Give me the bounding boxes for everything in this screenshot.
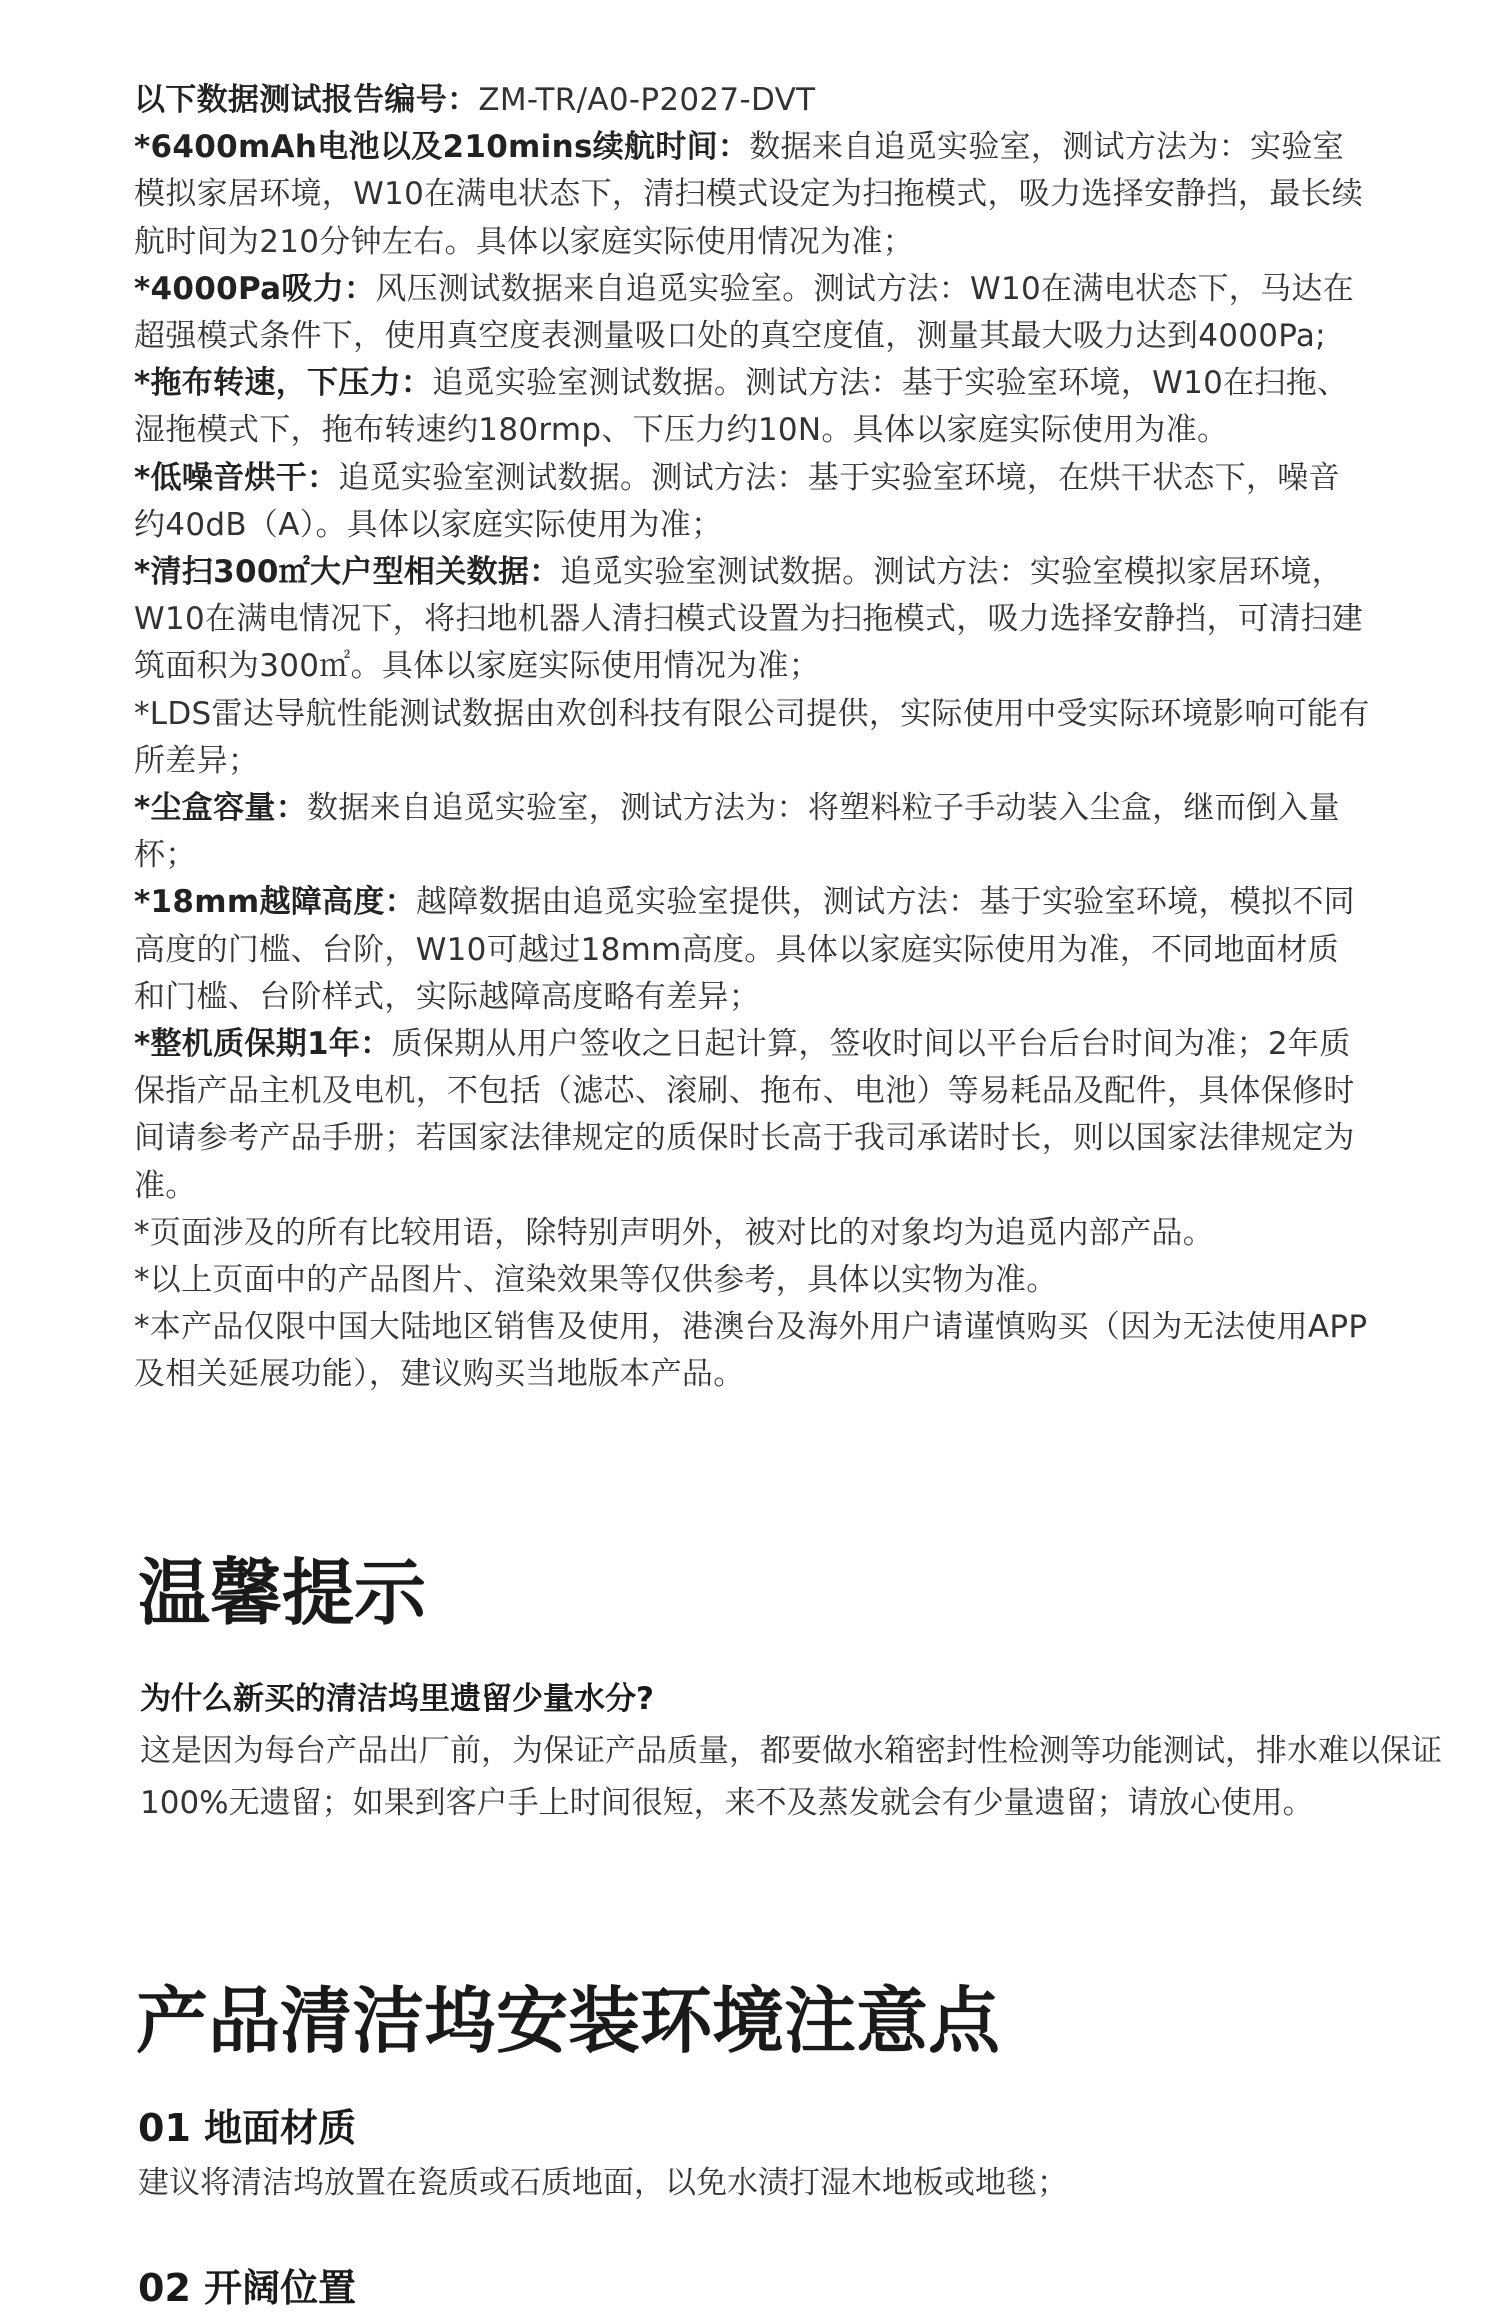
tips-answer: 这是因为每台产品出厂前，为保证产品质量，都要做水箱密封性检测等功能测试，排水难以保证100%无遗留；如果到客户手上时间很短，来不及蒸发就会有少量遗留；请放心使用。 (140, 1733, 1442, 1821)
install-heading: 产品清洁坞安装环境注意点 (136, 1979, 1001, 2063)
note-cleaning-area (134, 549, 1370, 691)
install-item-title: 01 地面材质 (138, 2106, 357, 2150)
note-lead: *18mm越障高度： (134, 884, 416, 921)
note-lead: *尘盒容量： (134, 790, 308, 827)
note-text: 数据来自追觅实验室，测试方法为：将塑料粒子手动装入尘盒，继而倒入量杯； (134, 790, 1340, 874)
note-text: 质保期从用户签收之日起计算，签收时间以平台后台时间为准；2年质保指产品主机及电机，不包括（滤芯、滚刷、拖布、电池）等易耗品及配件，具体保修时间请参考产品手册；若国家法律规定的质保时长高于我司承诺时长，则以国家法律规定为准。 (134, 1026, 1355, 1204)
install-item-title: 02 开阔位置 (138, 2266, 357, 2310)
note-low-noise (134, 455, 1370, 549)
note-text: 追觅实验室测试数据。测试方法：基于实验室环境，W10在扫拖、湿拖模式下，拖布转速约180rmp、下压力约10N。具体以家庭实际使用为准。 (134, 365, 1349, 449)
note-lds (134, 691, 1370, 785)
tips-heading: 温馨提示 (138, 1551, 427, 1635)
note-lead: *整机质保期1年： (134, 1026, 392, 1063)
note-mop-speed (134, 360, 1370, 454)
disclaimer-notes (134, 77, 1370, 1399)
note-report-number (134, 77, 1370, 124)
note-text: ZM-TR/A0-P2027-DVT (478, 82, 816, 118)
note-region (134, 1304, 1370, 1398)
note-lead: 以下数据测试报告编号： (134, 82, 479, 118)
note-text: 追觅实验室测试数据。测试方法：实验室模拟家居环境，W10在满电情况下，将扫地机器人清扫模式设置为扫拖模式，吸力选择安静挡，可清扫建筑面积为300㎡。具体以家庭实际使用情况为准； (134, 554, 1364, 685)
note-dustbin (134, 785, 1370, 879)
note-warranty (134, 1021, 1370, 1210)
note-obstacle (134, 879, 1370, 1021)
note-lead: *清扫300㎡大户型相关数据： (134, 554, 561, 591)
note-images (134, 1257, 1370, 1304)
note-suction (134, 266, 1370, 360)
note-text: *以上页面中的产品图片、渲染效果等仅供参考，具体以实物为准。 (134, 1262, 1058, 1299)
note-comparison (134, 1210, 1370, 1257)
note-text: *LDS雷达导航性能测试数据由欢创科技有限公司提供，实际使用中受实际环境影响可能有所差异； (134, 695, 1370, 779)
note-text: *本产品仅限中国大陆地区销售及使用，港澳台及海外用户请谨慎购买（因为无法使用APP及相关延展功能），建议购买当地版本产品。 (134, 1309, 1368, 1393)
note-text: 越障数据由追觅实验室提供，测试方法：基于实验室环境，模拟不同高度的门槛、台阶，W10可越过18mm高度。具体以家庭实际使用为准，不同地面材质和门槛、台阶样式，实际越障高度略有差异； (134, 884, 1355, 1015)
note-lead: *低噪音烘干： (134, 459, 339, 496)
note-text: *页面涉及的所有比较用语，除特别声明外，被对比的对象均为追觅内部产品。 (134, 1214, 1214, 1251)
tips-question: 为什么新买的清洁坞里遗留少量水分? (140, 1681, 654, 1717)
install-item-desc: 建议将清洁坞放置在瓷质或石质地面，以免水渍打湿木地板或地毯； (138, 2165, 1068, 2201)
note-text: 风压测试数据来自追觅实验室。测试方法：W10在满电状态下，马达在超强模式条件下，使用真空度表测量吸口处的真空度值，测量其最大吸力达到4000Pa; (134, 270, 1355, 355)
note-battery (134, 124, 1370, 266)
note-lead: *6400mAh电池以及210mins续航时间： (134, 129, 750, 166)
note-lead: *4000Pa吸力： (134, 270, 376, 307)
note-lead: *拖布转速，下压力： (134, 365, 433, 402)
note-text: 追觅实验室测试数据。测试方法：基于实验室环境，在烘干状态下，噪音约40dB（A）。具体以家庭实际使用为准； (134, 459, 1340, 543)
note-text: 数据来自追觅实验室，测试方法为：实验室模拟家居环境，W10在满电状态下，清扫模式设定为扫拖模式，吸力选择安静挡，最长续航时间为210分钟左右。具体以家庭实际使用情况为准； (134, 129, 1364, 260)
